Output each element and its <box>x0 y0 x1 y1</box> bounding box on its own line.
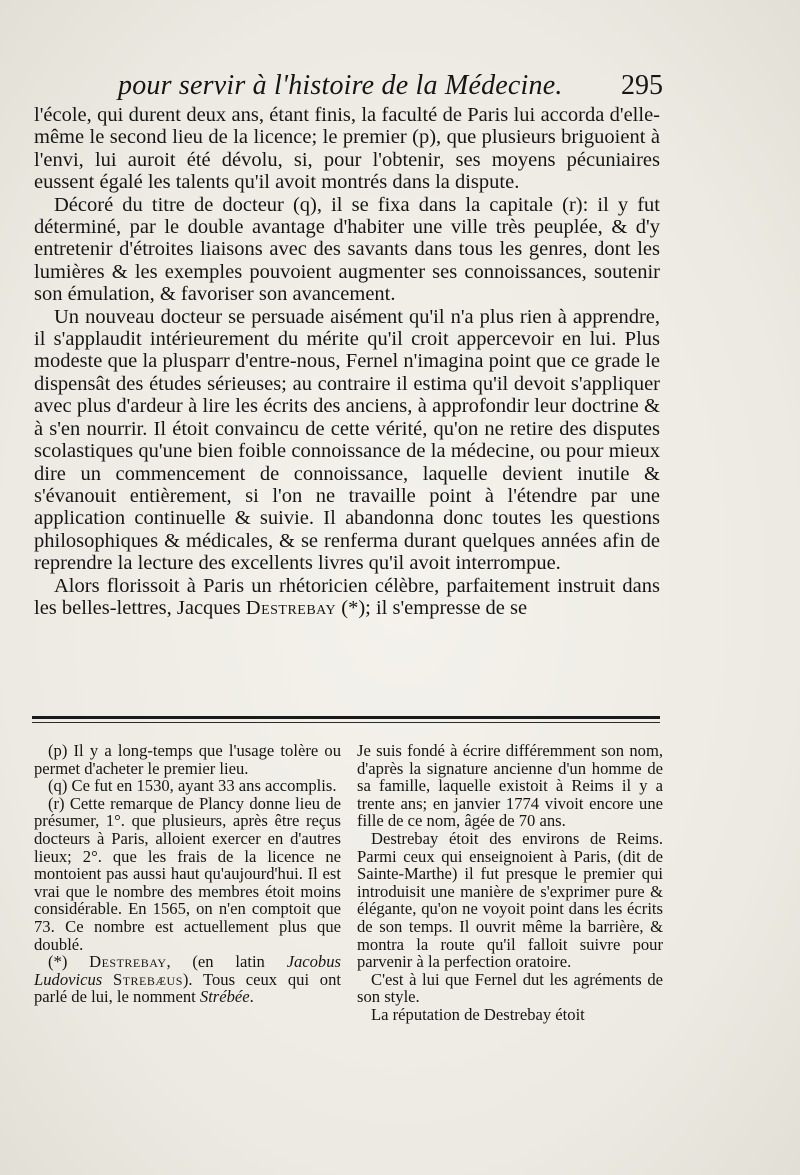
footnote-star-space <box>102 970 113 989</box>
paragraph-3: Un nouveau docteur se persuade aisément qu'il n'a plus rien à apprendre, il s'applaudit intérieurement du mérite qu'il croit appercevoir en lui. Plus modeste que la plusparr d'entre-nous, Fernel n'imagina point que ce grade le dispensât des études sérieuses; au contraire il estima qu'il devoit s'appliquer avec plus d'ardeur à lire les écrits des anciens, à approfondir leur doctrine & à s'en nourrir. Il étoit convaincu de cette vérité, qu'on ne retire des disputes scolastiques qu'une bien foible connoissance de la médecine, ou pour mieux dire un commencement de connoissance, laquelle devient inutile & s'évanouit entièrement, si l'on ne travaille point à l'étendre par une application continuelle & suivie. Il abandonna donc toutes les questions philosophiques & médicales, & se renferma durant quelques années afin de reprendre la lecture des excellents livres qu'il avoit interrompue. <box>34 305 660 575</box>
page-number: 295 <box>621 70 663 101</box>
footnote-destrebay-origin: Destrebay étoit des environs de Reims. Parmi ceux qui enseignoient à Paris, (dit de Sainte-Marthe) il fut presque le premier qui introduisit une manière de s'exprimer pure & élégante, qu'on ne voyoit point dans les écrits de son temps. Il ouvrit même la barrière, & montra la route qu'il falloit suivre pour parvenir à la perfection oratoire. <box>357 828 663 972</box>
paragraph-4 <box>34 575 660 620</box>
paragraph-4-text: Alors florissoit à Paris un rhétoricien célèbre, parfaitement instruit dans les belles-lettres, Jacques <box>34 574 660 619</box>
destrebay-name: Destrebay <box>245 596 337 619</box>
footnote-star-marker: (*) <box>48 952 90 972</box>
footnote-fernel-style: C'est à lui que Fernel dut les agréments de son style. <box>357 969 663 1007</box>
footnote-star-name: Destrebay <box>89 952 167 972</box>
footnote-star-final: . <box>249 987 254 1007</box>
running-title: pour servir à l'histoire de la Médecine. <box>118 70 563 101</box>
paragraph-2: Décoré du titre de docteur (q), il se fixa dans la capitale (r): il y fut déterminé, par le double avantage d'habiter une ville très peuplée, & d'y entretenir d'étroites liaisons avec des savants dans tous les genres, dont les lumières & les exemples pouvoient augmenter ses connoissances, soutenir son émulation, & favoriser son avancement. <box>34 193 660 306</box>
footnotes-left-column <box>34 742 341 1006</box>
footnote-star <box>34 953 341 1006</box>
footnote-reputation: La réputation de Destrebay étoit <box>371 1004 585 1024</box>
footnote-star-latin-name: Strebæus <box>112 969 183 989</box>
footnote-star-latin: Jacobus Ludovicus <box>34 952 341 989</box>
footnote-star-end: ). Tous ceux qui ont parlé de lui, le nomment <box>34 969 341 1007</box>
footnote-continuation: Je suis fondé à écrire différemment son nom, d'après la signature ancienne d'un homme de sa famille, laquelle existoit à Reims il y a trente ans; en janvier 1774 vivoit encore une fille de ce nom, âgée de 70 ans. <box>357 741 663 831</box>
footnote-q: (q) Ce fut en 1530, ayant 33 ans accomplis. <box>48 776 337 796</box>
footnotes-right-column <box>357 742 663 1024</box>
footnote-rule-thin <box>32 722 660 723</box>
footnote-star-mid: , (en latin <box>166 952 287 972</box>
footnote-p: (p) Il y a long-temps que l'usage tolère ou permet d'acheter le premier lieu. <box>34 741 341 778</box>
paragraph-4-tail: (*); il s'empresse de se <box>336 596 528 619</box>
main-text <box>34 104 660 619</box>
paragraph-1: l'école, qui durent deux ans, étant finis, la faculté de Paris lui accorda d'elle-même le second lieu de la licence; le premier (p), que plusieurs briguoient à l'envi, lui auroit été dévolu, si, pour l'obtenir, ses moyens pécuniaires eussent égalé les talents qu'il avoit montrés dans la dispute. <box>34 104 660 194</box>
footnote-star-strebee: Strébée <box>199 987 250 1007</box>
footnote-rule <box>32 716 660 719</box>
footnote-r: (r) Cette remarque de Plancy donne lieu de présumer, 1°. que plusieurs, après être reçus docteurs à Paris, alloient exercer en d'autres lieux; 2°. que les frais de la licence ne montoient pas aussi haut qu'aujourd'hui. Il est vrai que le nombre des membres étoit moins considérable. En 1565, on n'en comptoit que 73. Ce nombre est actuellement plus que doublé. <box>34 793 341 954</box>
